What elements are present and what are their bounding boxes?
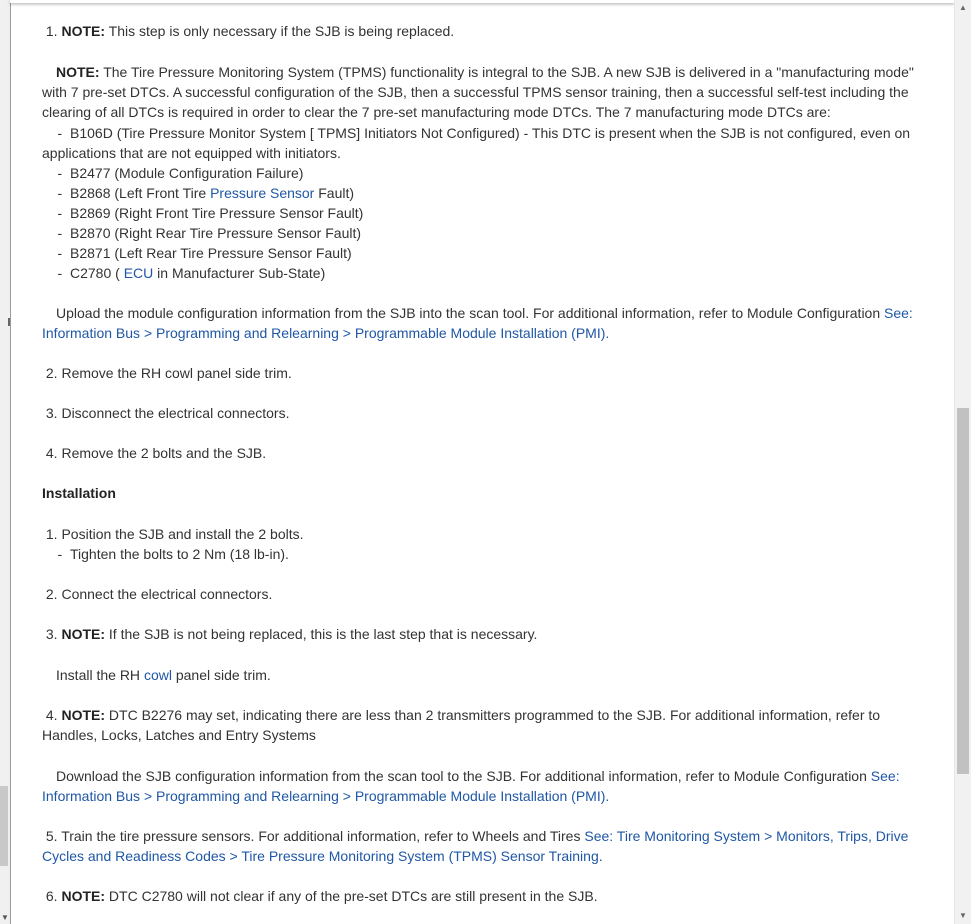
download-instruction: [42, 766, 938, 806]
install-step-1-sub: - Tighten the bolts to 2 Nm (18 lb-in).: [42, 546, 289, 562]
step-text: 2. Remove the RH cowl panel side trim.: [45, 365, 292, 381]
note-label: NOTE:: [61, 626, 106, 642]
step-text: 3. Disconnect the electrical connectors.: [45, 405, 290, 421]
note-label: NOTE:: [56, 64, 100, 80]
scroll-up-arrow-icon[interactable]: ▲: [959, 3, 967, 12]
dtc-item-3: - B2868 (Left Front Tire Pressure Sensor Fault): [42, 185, 355, 201]
torque-spec: Tighten the bolts to 2 Nm (18 lb-in).: [70, 546, 289, 562]
install-step-2: [42, 584, 938, 604]
dtc-item-2: - B2477 (Module Configuration Failure): [42, 165, 304, 181]
note-label: NOTE:: [61, 707, 106, 723]
tpms-note: [42, 62, 938, 122]
outer-scrollbar-thumb[interactable]: [0, 786, 8, 866]
scroll-down-arrow-icon[interactable]: ▼: [959, 911, 967, 920]
outer-scrollbar[interactable]: [0, 0, 11, 924]
dtc-item-1: - B106D (Tire Pressure Monitor System [ TPMS] Initiators Not Configured) - This DTC is present when the SJB is not configured, even on applications that are not equipped with initiators.: [42, 125, 911, 161]
install-step-6: [42, 886, 938, 906]
note-text: DTC B2276 may set, indicating there are less than 2 transmitters programmed to the SJB. For additional information, refer to Handles, Locks, Latches and Entry Systems: [42, 707, 881, 743]
removal-step-3: [42, 403, 938, 423]
installation-heading: [42, 483, 938, 503]
outer-scrollbar-marker: [8, 318, 10, 326]
note-text: DTC C2780 will not clear if any of the pre-set DTCs are still present in the SJB.: [108, 888, 598, 904]
dtc-item-7: - C2780 ( ECU in Manufacturer Sub-State): [42, 265, 326, 281]
document-content: [42, 0, 938, 924]
step-text: 4. Remove the 2 bolts and the SJB.: [45, 445, 267, 461]
tpms-training-link[interactable]: See: Tire Monitoring System > Monitors, Trips, Drive Cycles and Readiness Codes > Tire Pressure Monitoring System (TPMS) Sensor Training.: [42, 828, 909, 864]
note-text: If the SJB is not being replaced, this is the last step that is necessary.: [108, 626, 538, 642]
install-step-5: [42, 826, 938, 866]
note-label: NOTE:: [61, 23, 106, 39]
section-heading: Installation: [42, 485, 116, 501]
ecu-link[interactable]: ECU: [123, 265, 154, 281]
dtc-text: B2869 (Right Front Tire Pressure Sensor Fault): [70, 205, 364, 221]
note-text: The Tire Pressure Monitoring System (TPMS) functionality is integral to the SJB. A new SJB is delivered in a "manufacturing mode" with 7 pre-set DTCs. A successful configuration of the SJB, then a successful TPMS sensor training, then a successful self-test including the clearing of all DTCs is required in order to clear the 7 pre-set manufacturing mode DTCs. The 7 manufacturing mode DTCs are:: [42, 64, 914, 120]
note-label: NOTE:: [61, 888, 106, 904]
pressure-sensor-link[interactable]: Pressure Sensor: [210, 185, 315, 201]
step-number: 6.: [45, 888, 58, 904]
dtc-text: B2477 (Module Configuration Failure): [70, 165, 304, 181]
instruction-text: panel side trim.: [171, 667, 271, 683]
removal-step-1: [42, 21, 938, 41]
install-step-3: [42, 624, 938, 644]
instruction-text: Upload the module configuration information from the SJB into the scan tool. For additional information, refer to Module Configuration: [56, 305, 885, 321]
step-number: 1.: [45, 23, 58, 39]
step-text: 2. Connect the electrical connectors.: [45, 586, 273, 602]
dtc-text: B2871 (Left Rear Tire Pressure Sensor Fault): [70, 245, 352, 261]
vertical-scrollbar[interactable]: [954, 0, 971, 924]
dtc-text: B2870 (Right Rear Tire Pressure Sensor Fault): [70, 225, 362, 241]
step-text: 5. Train the tire pressure sensors. For additional information, refer to Wheels and Tires: [45, 828, 585, 844]
step-text: 1. Position the SJB and install the 2 bolts.: [45, 526, 304, 542]
removal-step-2: [42, 363, 938, 383]
dtc-text: B106D (Tire Pressure Monitor System [ TPMS] Initiators Not Configured) - This DTC is present when the SJB is not configured, even on applications that are not equipped with initiators.: [42, 125, 911, 161]
dtc-item-6: - B2871 (Left Rear Tire Pressure Sensor Fault): [42, 245, 352, 261]
removal-step-4: [42, 443, 938, 463]
instruction-text: Download the SJB configuration information from the scan tool to the SJB. For additional information, refer to Module Configuration: [56, 768, 871, 784]
dtc-text: Fault): [314, 185, 355, 201]
pmi-link[interactable]: See: Information Bus > Programming and Relearning > Programmable Module Installation (PMI).: [42, 768, 900, 804]
step-number: 4.: [45, 707, 58, 723]
pmi-link[interactable]: See: Information Bus > Programming and Relearning > Programmable Module Installation (PMI).: [42, 305, 913, 341]
dtc-text: B2868 (Left Front Tire: [70, 185, 211, 201]
step-number: 3.: [45, 626, 58, 642]
dtc-text: C2780 (: [70, 265, 124, 281]
install-step-1: [42, 524, 938, 544]
instruction-text: Install the RH: [56, 667, 144, 683]
install-step-4: [42, 705, 938, 745]
cowl-link[interactable]: cowl: [143, 667, 172, 683]
dtc-item-4: - B2869 (Right Front Tire Pressure Sensor Fault): [42, 205, 364, 221]
dtc-item-5: - B2870 (Right Rear Tire Pressure Sensor Fault): [42, 225, 362, 241]
scroll-down-arrow-icon[interactable]: ▼: [1, 913, 9, 922]
upload-instruction: [42, 303, 938, 343]
note-text: This step is only necessary if the SJB is being replaced.: [108, 23, 455, 39]
dtc-text: in Manufacturer Sub-State): [153, 265, 326, 281]
install-step-3-action: [42, 665, 938, 685]
scrollbar-thumb[interactable]: [957, 408, 969, 774]
